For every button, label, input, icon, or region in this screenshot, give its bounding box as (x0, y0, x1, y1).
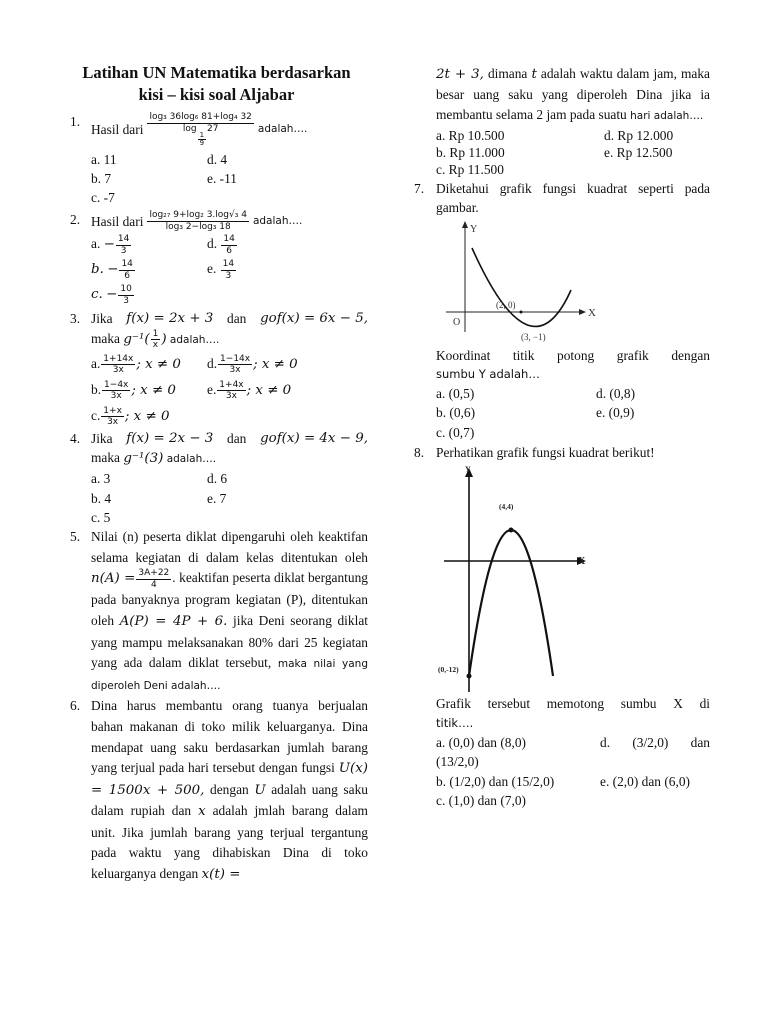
option-b: b. 7 (91, 170, 112, 186)
question-7 (414, 179, 710, 218)
question-text: Dina harus membantu orang tuanya berjualan bahan makanan di toko milik keluarganya. Dina mendapat uang saku berdasarkan jumlah barang yang terjual pada hari tersebut dengan fungsi (91, 698, 368, 776)
question-text: Hasil dari (91, 213, 144, 229)
question-5 (65, 527, 368, 696)
x-label: X (588, 306, 596, 319)
option-e: e. Rp 12.500 (604, 145, 673, 160)
option-e (207, 377, 368, 403)
option-sign: − (107, 262, 119, 278)
frac-num: 1+x (103, 405, 122, 416)
base-numerator: 1 (199, 130, 205, 139)
option-row-1 (436, 733, 710, 752)
frac-num: 14 (222, 259, 235, 270)
option-a (91, 232, 207, 257)
question-suffix: adalah…. (169, 333, 220, 346)
option-fraction (101, 354, 135, 376)
option-d: d. (0,8) (596, 386, 636, 402)
option-d-value: (3/2,0) (632, 734, 669, 750)
question-number: 5. (70, 529, 81, 545)
question-text: Diketahui grafik fungsi kuadrat seperti pada gambar. (436, 181, 710, 216)
question-8-body (414, 694, 710, 810)
parabola-curve (469, 530, 553, 676)
math-U: U (254, 782, 266, 798)
question-2 (65, 210, 368, 307)
question-8 (414, 443, 710, 462)
question-text-3: sumbu Y adalah… (436, 366, 540, 381)
text-jika: Jika (91, 311, 113, 327)
option-letter: e. (207, 381, 217, 397)
option-letter: b. (91, 381, 102, 397)
option-c (91, 282, 207, 307)
option-fraction (217, 380, 245, 402)
frac-num: 3A+22 (138, 568, 170, 579)
fraction-denominator: log₃ 2−log₃ 18 (165, 221, 231, 232)
text-jika: Jika (91, 430, 113, 446)
frac-den: 3 (225, 270, 232, 281)
frac-den: 3x (107, 417, 119, 428)
option-c: c. (1,0) dan (7,0) (436, 792, 526, 808)
math-gof: gof(x) = 4x − 9, (260, 430, 368, 446)
option-b (91, 257, 207, 282)
math-fraction (151, 329, 161, 351)
option-d-letter: d. (600, 734, 611, 750)
frac-den: 3 (120, 245, 127, 256)
option-d: d. Rp 12.000 (604, 128, 674, 143)
intercept-point (467, 674, 472, 679)
frac-den: 3x (225, 391, 237, 402)
question-6-options (414, 127, 710, 178)
option-fraction (116, 234, 131, 256)
x-axis-arrow (579, 309, 586, 315)
question-text-2: Grafik tersebut memotong sumbu X di (436, 696, 710, 712)
y-label: Y (465, 465, 471, 475)
question-suffix: adalah…. (252, 214, 303, 227)
option-a: a. (0,0) dan (8,0) (436, 734, 526, 750)
question-text-4: adalah jmlah barang dalam unit. Jika jumlah barang yang terjual tergantung pada waktu yang dihabiskan Dina di toko keluarganya dengan (91, 803, 368, 882)
question-number: 2. (70, 212, 81, 228)
left-column (65, 62, 368, 886)
x-label: X (578, 556, 586, 568)
question-7-body (414, 346, 710, 385)
option-d-continued: (13/2,0) (436, 754, 479, 770)
option-c (91, 403, 207, 429)
option-c: c. (0,7) (436, 424, 475, 440)
question-number: 7. (414, 181, 425, 196)
question-text-3: titik…. (436, 715, 474, 730)
options (91, 469, 368, 527)
question-suffix: adalah…. (166, 452, 217, 465)
frac-den: 3 (123, 295, 129, 306)
frac-num: 14 (121, 259, 133, 270)
options (91, 232, 368, 307)
text-maka: maka (91, 449, 120, 465)
option-e: e. (2,0) dan (6,0) (600, 773, 690, 789)
math-t: t (531, 67, 537, 82)
fraction-numerator: log₃ 36log₆ 81+log₄ 32 (149, 112, 252, 122)
option-fraction (101, 406, 124, 428)
fraction-denominator (181, 124, 221, 148)
option-c: c. Rp 11.500 (436, 162, 504, 177)
option-condition: ; x ≠ 0 (253, 356, 298, 372)
option-e: e. (0,9) (596, 405, 635, 421)
option-fraction (221, 259, 236, 281)
question-number: 3. (70, 311, 81, 327)
question-text: Nilai (n) peserta diklat dipengaruhi oleh keaktifan selama kegiatan di dalam kelas ditentukan oleh (91, 529, 368, 565)
question-text-2: . keaktifan peserta diklat bergantung pada banyaknya program kegiatan (P), ditentukan oleh (91, 570, 368, 628)
y-label: Y (470, 223, 478, 235)
option-e: e. 7 (207, 490, 227, 506)
question-number: 8. (414, 445, 425, 461)
frac-num: 1+4x (219, 379, 244, 390)
option-condition: ; x ≠ 0 (246, 382, 292, 398)
frac-den: 3x (229, 365, 241, 376)
vertex-label: (3, −1) (521, 331, 546, 342)
option-letter: e. (207, 261, 217, 277)
question-6 (65, 696, 368, 885)
option-a: a. 11 (91, 151, 117, 167)
graph-q7 (436, 220, 596, 348)
option-a: a. Rp 10.500 (436, 128, 505, 143)
options (91, 150, 368, 208)
option-letter: b. (91, 262, 104, 278)
page-title (65, 62, 368, 106)
option-condition: ; x ≠ 0 (136, 356, 181, 372)
den-tail: 27 (207, 123, 219, 134)
frac-num: 1 (152, 328, 159, 339)
origin-label: O (453, 316, 461, 328)
root-point (520, 310, 523, 313)
option-b: b. 4 (91, 490, 112, 506)
frac-num: 14 (223, 234, 235, 245)
math-xt-value: 2t + 3, (436, 67, 484, 82)
frac-num: 1−14x (220, 353, 251, 364)
option-letter: a. (91, 236, 101, 252)
question-number: 6. (70, 698, 81, 714)
option-b (91, 377, 207, 403)
option-a: a. (0,5) (436, 386, 475, 402)
math-close: ) (161, 331, 167, 347)
fraction (147, 210, 249, 232)
option-fraction (218, 354, 252, 376)
title-line-1: Latihan UN Matematika berdasarkan (82, 63, 351, 82)
math-Ux: U(x) = 1500x + 500, (91, 761, 368, 798)
question-3 (65, 309, 368, 428)
text-dengan: dengan (210, 781, 249, 797)
question-suffix: hari adalah…. (630, 110, 704, 122)
question-number: 1. (70, 114, 81, 129)
math-gof: gof(x) = 6x − 5, (260, 311, 368, 327)
frac-den: 6 (124, 270, 131, 281)
question-text-3: adalah uang saku dalam rupiah dan (91, 781, 368, 819)
question-1 (65, 112, 368, 207)
math-nA: n(A) = (91, 571, 136, 587)
question-suffix: adalah…. (257, 123, 308, 136)
option-row-2 (436, 772, 710, 791)
frac-den: 3x (112, 365, 124, 376)
fraction (147, 112, 253, 148)
question-4 (65, 429, 368, 527)
option-condition: ; x ≠ 0 (124, 408, 170, 424)
log-base-fraction (198, 132, 206, 148)
options (91, 351, 368, 429)
option-d: d. 4 (207, 151, 228, 167)
question-6-continued (414, 64, 710, 126)
option-fraction (221, 234, 236, 256)
title-line-2: kisi – kisi soal Aljabar (138, 85, 295, 104)
question-line-1 (91, 309, 368, 328)
den-log: log (182, 123, 197, 134)
question-number: 4. (70, 430, 81, 446)
option-a (91, 351, 207, 377)
y-axis-arrow (462, 221, 468, 228)
math-ginv: g⁻¹(3) (123, 450, 164, 466)
question-line-1 (91, 429, 368, 448)
option-sign: − (103, 237, 115, 253)
vertex-label: (4,4) (499, 502, 514, 512)
option-c: c. -7 (91, 190, 115, 206)
root-label: (2, 0) (496, 299, 516, 310)
question-7-options (414, 384, 710, 442)
option-d (207, 351, 368, 377)
option-b: b. Rp 11.000 (436, 145, 505, 160)
option-d: d. 6 (207, 471, 228, 487)
option-fraction (118, 284, 133, 306)
question-text: Perhatikan grafik fungsi kuadrat berikut! (436, 445, 655, 461)
text-dimana: dimana (487, 66, 528, 81)
option-d (600, 733, 710, 752)
option-fraction (119, 259, 134, 281)
frac-num: 1+14x (103, 353, 134, 364)
option-letter: c. (91, 407, 101, 423)
option-e (207, 257, 368, 282)
text-maka: maka (91, 330, 120, 346)
math-x: x (198, 804, 206, 820)
graph-q8 (436, 464, 606, 694)
option-letter: c. (91, 287, 103, 303)
option-letter: d. (207, 236, 218, 252)
frac-den: x (152, 340, 159, 351)
frac-den: 3x (110, 391, 122, 402)
frac-num: 10 (120, 284, 132, 295)
math-ginv: g⁻¹( (123, 331, 150, 347)
question-suffix: maka nilai yang diperoleh Deni adalah…. (91, 658, 368, 692)
option-d-dan: dan (690, 734, 710, 750)
option-b: b. (0,6) (436, 405, 476, 421)
frac-num: 14 (117, 234, 130, 245)
question-text-2: Koordinat titik potong grafik dengan (436, 347, 710, 363)
question-text: adalah waktu dalam jam, maka besar uang saku yang diperoleh Dina jika ia membantu selama 2 jam pada suatu (436, 66, 710, 122)
option-b: b. (1/2,0) dan (15/2,0) (436, 773, 555, 789)
question-line-2 (91, 448, 368, 469)
option-condition: ; x ≠ 0 (131, 382, 176, 398)
right-column (414, 64, 710, 810)
question-text-3: jika Deni seorang diklat yang mampu melaksanakan 80% dari 25 kegiatan yang ada dalam diklat tersebut, (91, 612, 368, 671)
option-letter: d. (207, 355, 218, 371)
text-dan: dan (227, 430, 247, 446)
text-dan: dan (227, 311, 247, 327)
question-line-2 (91, 329, 368, 351)
math-fx: f(x) = 2x − 3 (126, 430, 214, 446)
option-letter: a. (91, 355, 101, 371)
option-e: e. -11 (207, 170, 237, 186)
option-sign: − (106, 287, 118, 303)
frac-den: 6 (226, 245, 232, 256)
option-d (207, 232, 368, 257)
math-xt: x(t) = (201, 867, 241, 883)
vertex-point (509, 528, 514, 533)
option-a: a. 3 (91, 471, 111, 487)
fraction-numerator: log₂₇ 9+log₂ 3.log√₃ 4 (149, 210, 247, 221)
math-AP: A(P) = 4P + 6. (119, 613, 228, 629)
intercept-label: (0,-12) (438, 665, 459, 675)
option-c: c. 5 (91, 509, 111, 525)
question-text: Hasil dari (91, 122, 144, 138)
base-denominator: 9 (199, 139, 205, 147)
math-fx: f(x) = 2x + 3 (126, 311, 214, 327)
math-fraction (136, 568, 171, 590)
parabola-curve (472, 248, 571, 326)
option-fraction (102, 380, 130, 402)
frac-num: 1−4x (104, 379, 129, 390)
frac-den: 4 (150, 579, 157, 590)
